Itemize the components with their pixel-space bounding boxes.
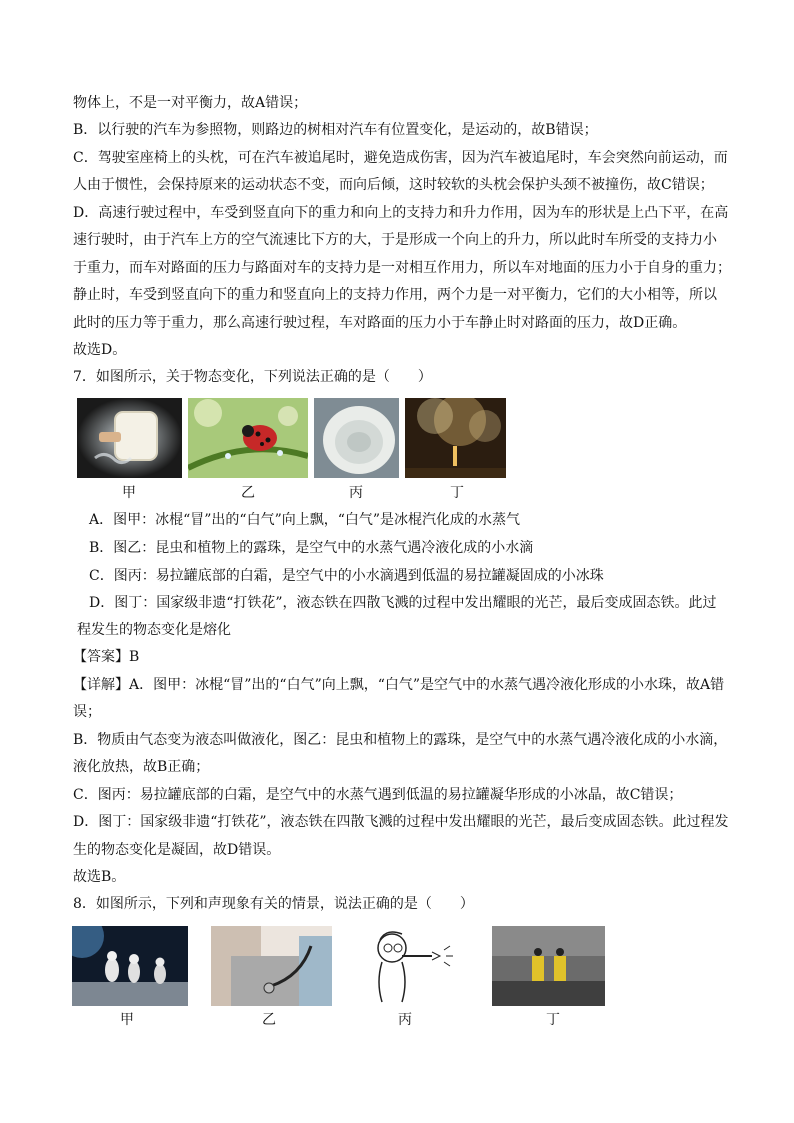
iron-sparks-image <box>405 398 506 478</box>
text-line: 静止时，车受到竖直向下的重力和竖直向上的支持力作用，两个力是一对平衡力，它们的大小相等，所以 <box>73 287 717 303</box>
ladybug-image <box>188 398 308 478</box>
figure-caption: 乙 <box>262 1012 276 1028</box>
figure-caption: 丙 <box>398 1012 412 1028</box>
explain-line: 误； <box>73 704 101 720</box>
text-line: 此时的压力等于重力，那么高速行驶过程，车对路面的压力小于车静止时对路面的压力，故D正确。 <box>73 315 687 331</box>
option-d: D．图丁：国家级非遗“打铁花”，液态铁在四散飞溅的过程中发出耀眼的光芒，最后变成固态铁。此过 <box>89 595 717 611</box>
explain-line: 故选B。 <box>73 869 126 885</box>
answer: 【答案】B <box>73 649 140 665</box>
text-line: 于重力，而车对路面的压力与路面对车的支持力是一对相互作用力，所以车对地面的压力小于自身的重力； <box>73 260 731 276</box>
text-line: C．驾驶室座椅上的头枕，可在汽车被追尾时，避免造成伤害，因为汽车被追尾时，车会突然向前运动，而 <box>73 150 728 166</box>
option-c: C．图丙：易拉罐底部的白霜，是空气中的小水滴遇到低温的易拉罐凝固成的小冰珠 <box>89 568 604 584</box>
airport-workers-image <box>492 926 605 1006</box>
explain-line: 【详解】A．图甲：冰棍“冒”出的“白气”向上飘，“白气”是空气中的水蒸气遇冷液化形成的小水珠，故A错 <box>73 677 725 693</box>
explain-line: B．物质由气态变为液态叫做液化，图乙：昆虫和植物上的露珠，是空气中的水蒸气遇冷液化成的小水滴， <box>73 732 728 748</box>
explain-line: 液化放热，故B正确； <box>73 759 210 775</box>
option-b: B．图乙：昆虫和植物上的露珠，是空气中的水蒸气遇冷液化成的小水滴 <box>89 540 534 556</box>
text-line: 故选D。 <box>73 342 127 358</box>
figure-caption: 丁 <box>546 1012 560 1028</box>
option-a: A．图甲：冰棍“冒”出的“白气”向上飘，“白气”是冰棍汽化成的水蒸气 <box>89 512 521 528</box>
explain-line: D．图丁：国家级非遗“打铁花”，液态铁在四散飞溅的过程中发出耀眼的光芒，最后变成固态铁。此过程发 <box>73 814 729 830</box>
text-line: D．高速行驶过程中，车受到竖直向下的重力和向上的支持力和升力作用，因为车的形状是上凸下平，在高 <box>73 205 729 221</box>
explain-line: 生的物态变化是凝固，故D错误。 <box>73 842 281 858</box>
option-d-cont: 程发生的物态变化是熔化 <box>77 622 231 638</box>
figure-caption: 甲 <box>120 1012 134 1028</box>
question-7-stem: 7．如图所示，关于物态变化，下列说法正确的是（ ） <box>73 369 432 385</box>
question-8-stem: 8．如图所示，下列和声现象有关的情景，说法正确的是（ ） <box>73 896 474 912</box>
astronauts-image <box>72 926 188 1006</box>
figure-caption: 甲 <box>122 485 136 501</box>
figure-caption: 乙 <box>241 485 255 501</box>
text-line: 物体上，不是一对平衡力，故A错误； <box>73 95 308 111</box>
figure-caption: 丁 <box>450 485 464 501</box>
text-line: 人由于惯性，会保持原来的运动状态不变，而向后倾，这时较软的头枕会保护头颈不被撞伤，故C错误； <box>73 177 714 193</box>
popsicle-image <box>77 398 182 478</box>
text-line: B．以行驶的汽车为参照物，则路边的树相对汽车有位置变化，是运动的，故B错误； <box>73 122 598 138</box>
explain-line: C．图丙：易拉罐底部的白霜，是空气中的水蒸气遇到低温的易拉罐凝华形成的小冰晶，故C错误； <box>73 787 683 803</box>
stethoscope-image <box>211 926 332 1006</box>
figure-caption: 丙 <box>349 485 363 501</box>
can-image <box>314 398 399 478</box>
text-line: 速行驶时，由于汽车上方的空气流速比下方的大，于是形成一个向上的升力，所以此时车所受的支持力小 <box>73 232 717 248</box>
cartoon-man-image <box>362 922 462 1006</box>
